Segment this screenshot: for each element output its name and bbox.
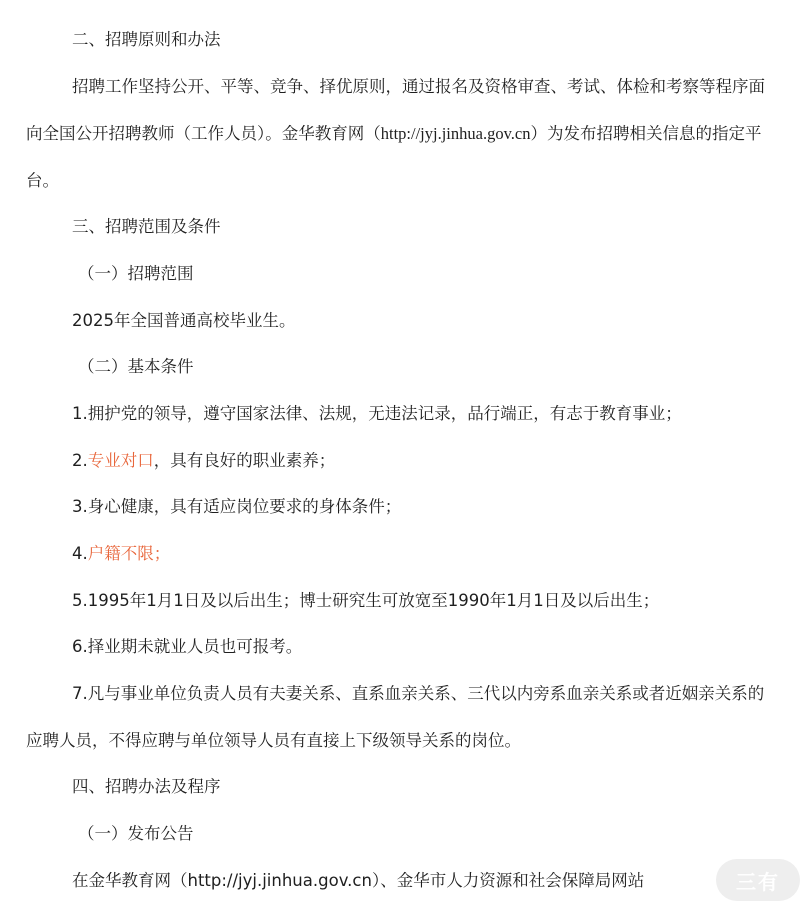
condition-item (0, 450, 800, 472)
highlighted-text: 户籍不限； (87, 544, 171, 563)
condition-number: 4. (72, 544, 88, 563)
section-heading-3: 三、招聘范围及条件 (72, 217, 221, 236)
paragraph-text: 向全国公开招聘教师（工作人员）。金华教育网（ (26, 124, 381, 143)
website-url: http://jyj.jinhua.gov.cn (380, 124, 531, 143)
condition-item (0, 543, 800, 565)
paragraph-line (0, 123, 800, 145)
condition-text: ，具有良好的职业素养； (153, 451, 336, 470)
paragraph-line: 台。 (26, 171, 59, 190)
condition-item: 1.拥护党的领导，遵守国家法律、法规，无违法记录，品行端正，有志于教育事业； (72, 404, 682, 423)
subsection-heading: （一）招聘范围 (78, 264, 194, 283)
condition-item: 6.择业期未就业人员也可报考。 (72, 637, 303, 656)
section-heading-2: 二、招聘原则和办法 (72, 30, 221, 49)
section-heading-4: 四、招聘办法及程序 (72, 777, 221, 796)
highlighted-text: 专业对口 (87, 451, 154, 470)
menu-button-label: 三有 (736, 869, 780, 894)
paragraph-line: 应聘人员，不得应聘与单位领导人员有直接上下级领导关系的岗位。 (26, 731, 521, 750)
condition-item: 3.身心健康，具有适应岗位要求的身体条件； (72, 497, 402, 516)
paragraph-line: 2025年全国普通高校毕业生。 (72, 311, 296, 330)
condition-item: 5.1995年1月1日及以后出生；博士研究生可放宽至1990年1月1日及以后出生； (72, 591, 660, 610)
paragraph-text: ）为发布招聘相关信息的指定平 (530, 124, 762, 143)
condition-item: 7.凡与事业单位负责人员有夫妻关系、直系血亲关系、三代以内旁系血亲关系或者近姻亲关系的 (72, 684, 765, 703)
condition-number: 2. (72, 451, 88, 470)
subsection-heading: （二）基本条件 (78, 357, 194, 376)
subsection-heading: （一）发布公告 (78, 824, 194, 843)
paragraph-line: 招聘工作坚持公开、平等、竞争、择优原则，通过报名及资格审查、考试、体检和考察等程序面 (72, 77, 765, 96)
floating-menu-button[interactable] (716, 859, 800, 901)
paragraph-line: 在金华教育网（http://jyj.jinhua.gov.cn）、金华市人力资源和社会保障局网站 (72, 871, 645, 890)
